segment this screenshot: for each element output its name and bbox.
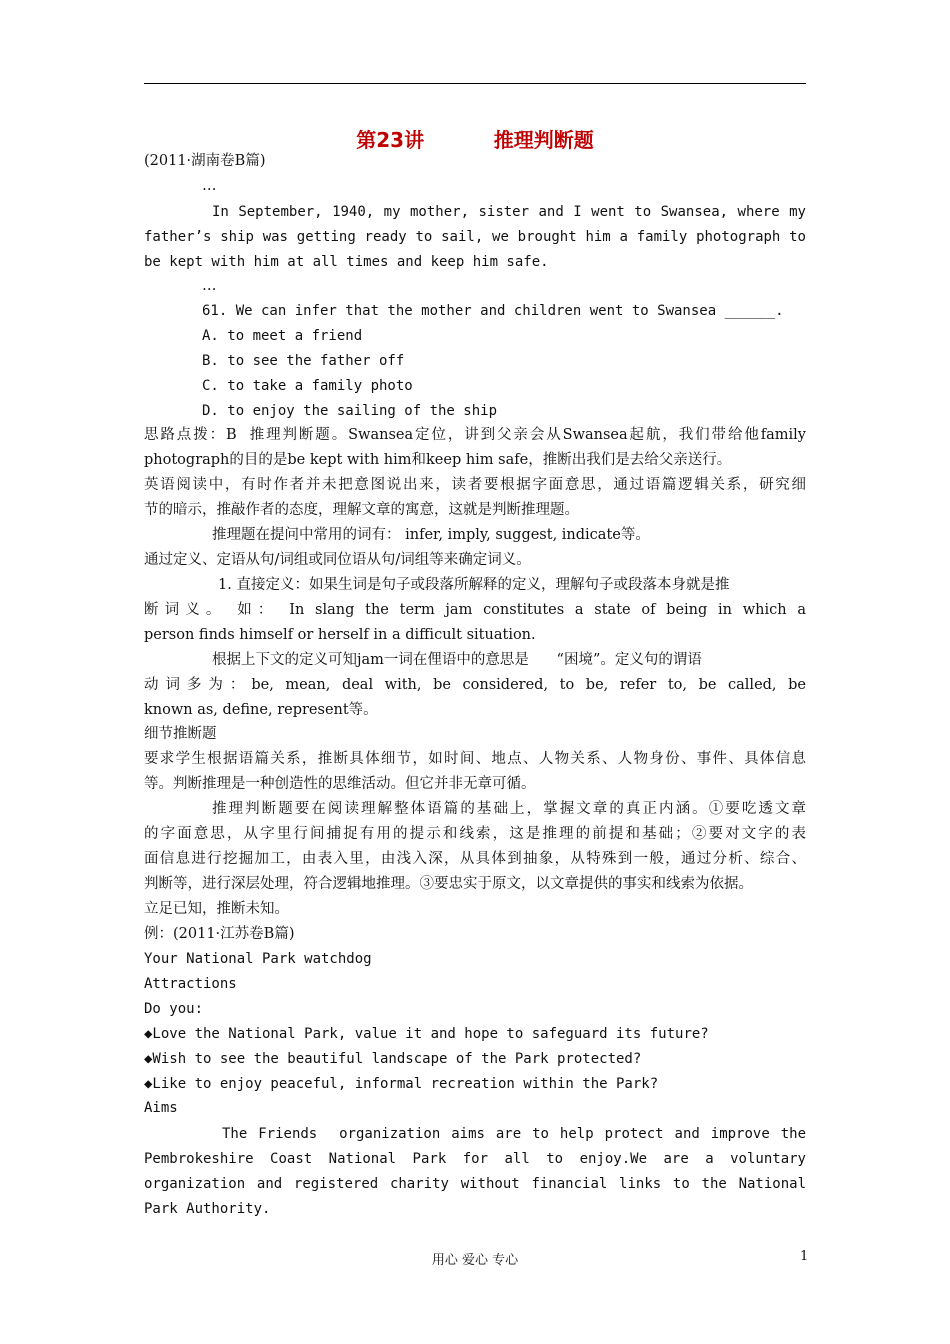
body-line: 判断等，进行深层处理，符合逻辑地推理。③要忠实于原文，以文章提供的事实和线索为依据。 <box>144 876 753 892</box>
body-line: 推理题在提问中常用的词有： infer, imply, suggest, indicate等。 <box>212 527 650 543</box>
option-c: C. to take a family photo <box>202 378 413 394</box>
body-line: 节的暗示，推敲作者的态度，理解文章的寓意，这就是判断推理题。 <box>144 502 579 518</box>
body-line: 根据上下文的定义可知jam一词在俚语中的意思是 “困境”。定义句的谓语 <box>212 652 702 668</box>
body-line: 通过定义、定语从句/词组或同位语从句/词组等来确定词义。 <box>144 552 531 568</box>
option-a: A. to meet a friend <box>202 328 363 344</box>
ellipsis: … <box>202 178 217 194</box>
passage-line: In September, 1940, my mother, sister and I went to Swansea, where my <box>212 204 806 220</box>
passage-line: be kept with him at all times and keep him safe. <box>144 254 549 270</box>
section-heading: 细节推断题 <box>144 726 217 742</box>
body-line: 立足已知，推断未知。 <box>144 901 289 917</box>
ellipsis: … <box>202 278 217 294</box>
body-line: 等。判断推理是一种创造性的思维活动。但它并非无章可循。 <box>144 776 536 792</box>
body-line: 推理判断题要在阅读理解整体语篇的基础上，掌握文章的真正内涵。①要吃透文章 <box>212 801 806 817</box>
passage-line: Your National Park watchdog <box>144 951 372 967</box>
body-line: 动词多为：be, mean, deal with, be considered, to be, refer to, be called, be <box>144 677 806 693</box>
page-number: 1 <box>800 1249 809 1264</box>
passage-line: organization and registered charity without financial links to the National <box>144 1176 806 1192</box>
body-line: 断词义。 如： In slang the term jam constitutes a state of being in which a <box>144 602 806 618</box>
hint-line: photograph的目的是be kept with him和keep him safe，推断出我们是去给父亲送行。 <box>144 452 732 468</box>
bullet-item: ◆Like to enjoy peaceful, informal recreation within the Park? <box>144 1076 659 1092</box>
bullet-item: ◆Love the National Park, value it and hope to safeguard its future? <box>144 1026 709 1042</box>
passage-line: Do you: <box>144 1001 204 1017</box>
footer-motto: 用心 爱心 专心 <box>431 1253 519 1268</box>
passage-line: The Friends organization aims are to help protect and improve the <box>222 1126 806 1142</box>
body-line: person finds himself or herself in a difficult situation. <box>144 627 536 643</box>
source-label: (2011·湖南卷B篇) <box>144 153 266 169</box>
question: 61. We can infer that the mother and children went to Swansea ______. <box>202 303 784 319</box>
page-title: 第23讲 推理判断题 <box>356 128 594 152</box>
body-line: 的字面意思，从字里行间捕捉有用的提示和线索，这是推理的前提和基础；②要对文字的表 <box>144 826 806 842</box>
passage-line: Attractions <box>144 976 237 992</box>
passage-line: Pembrokeshire Coast National Park for all to enjoy.We are a voluntary <box>144 1151 806 1167</box>
option-b: B. to see the father off <box>202 353 405 369</box>
body-line: 要求学生根据语篇关系，推断具体细节，如时间、地点、人物关系、人物身份、事件、具体信息 <box>144 751 806 767</box>
example-label: 例：(2011·江苏卷B篇) <box>144 926 295 942</box>
body-line: 英语阅读中，有时作者并未把意图说出来，读者要根据字面意思，通过语篇逻辑关系，研究细 <box>144 477 806 493</box>
header-rule <box>144 83 806 84</box>
passage-line: Aims <box>144 1100 178 1116</box>
body-line: 1. 直接定义：如果生词是句子或段落所解释的定义，理解句子或段落本身就是推 <box>218 577 730 593</box>
hint-line: 思路点拨：B 推理判断题。Swansea定位，讲到父亲会从Swansea起航，我们带给他family <box>144 427 806 443</box>
body-line: 面信息进行挖掘加工，由表入里，由浅入深，从具体到抽象，从特殊到一般，通过分析、综合、 <box>144 851 806 867</box>
body-line: known as, define, represent等。 <box>144 702 378 718</box>
option-d: D. to enjoy the sailing of the ship <box>202 403 498 419</box>
passage-line: father’s ship was getting ready to sail, we brought him a family photograph to <box>144 229 806 245</box>
passage-line: Park Authority. <box>144 1201 271 1217</box>
bullet-item: ◆Wish to see the beautiful landscape of the Park protected? <box>144 1051 642 1067</box>
